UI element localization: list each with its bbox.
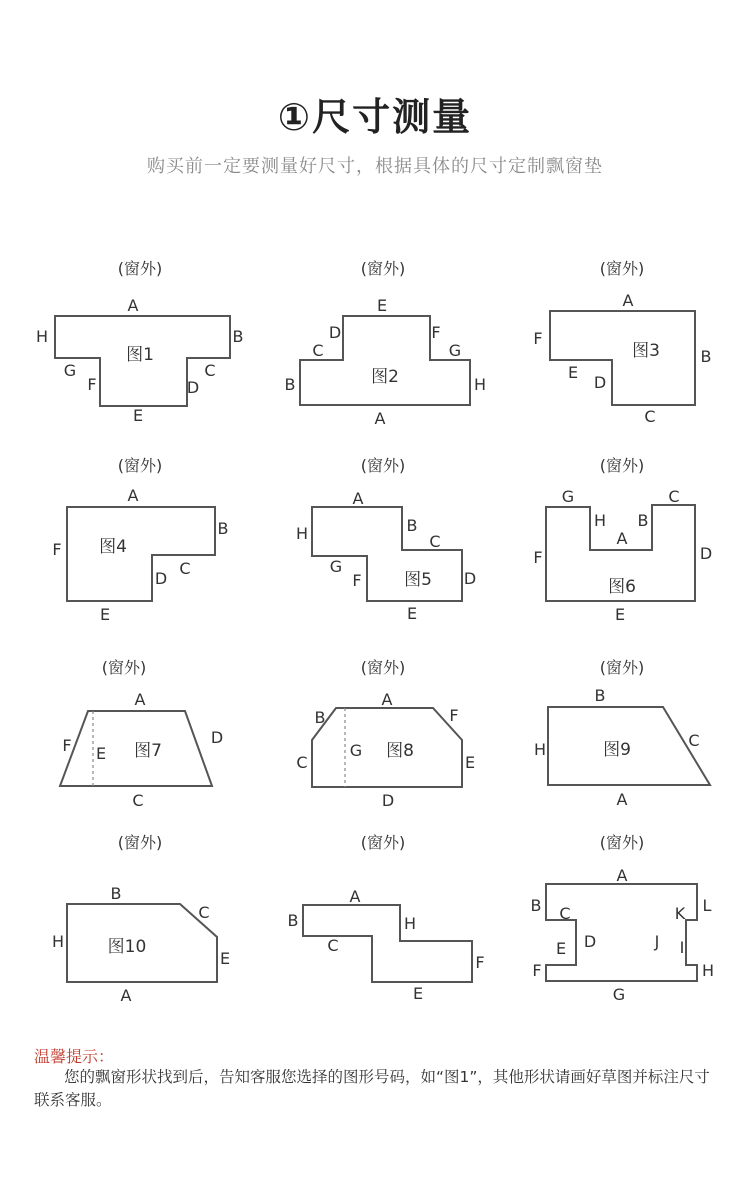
diagram-7 — [60, 658, 223, 810]
side-label: F — [475, 953, 485, 972]
side-label: D — [699, 544, 713, 563]
figure-name: 图9 — [603, 740, 631, 760]
side-label: C — [688, 731, 700, 750]
outside-label: (窗外) — [360, 259, 406, 278]
figure-name: 图8 — [386, 741, 414, 761]
tips-heading: 温馨提示： — [34, 1047, 115, 1066]
side-label: F — [533, 548, 543, 567]
figure-name: 图6 — [608, 577, 636, 597]
window-outline — [550, 311, 695, 405]
side-label: D — [186, 378, 200, 397]
side-label: E — [95, 744, 107, 763]
side-label: F — [352, 571, 362, 590]
side-label: E — [406, 604, 418, 623]
side-label: J — [654, 932, 660, 951]
side-label: D — [328, 323, 342, 342]
diagram-6 — [533, 456, 712, 624]
side-label: H — [403, 914, 417, 933]
side-label: K — [674, 904, 686, 923]
side-label: F — [87, 375, 97, 394]
side-label: D — [381, 791, 395, 810]
side-label: H — [51, 932, 65, 951]
side-label: E — [412, 984, 424, 1003]
diagram-2 — [285, 259, 487, 428]
outside-label: (窗外) — [599, 658, 645, 677]
side-label: C — [668, 487, 680, 506]
side-label: C — [429, 532, 441, 551]
side-label: A — [616, 790, 628, 809]
side-label: A — [374, 409, 386, 428]
side-label: G — [349, 741, 363, 760]
figure-name: 图2 — [371, 367, 399, 387]
side-label: G — [612, 985, 626, 1004]
side-label: E — [464, 753, 476, 772]
outside-label: (窗外) — [599, 259, 645, 278]
side-label: C — [559, 904, 571, 923]
side-label: A — [616, 529, 628, 548]
side-label: E — [376, 296, 388, 315]
side-label: A — [381, 690, 393, 709]
side-label: D — [583, 932, 597, 951]
window-outline — [312, 507, 462, 601]
side-label: H — [473, 375, 487, 394]
side-label: F — [532, 961, 542, 980]
side-label: A — [127, 486, 139, 505]
tips-body: 您的飘窗形状找到后，告知客服您选择的图形号码，如“图1”，其他形状请画好草图并标注尺寸联系客服。 — [34, 1068, 710, 1109]
side-label: A — [622, 291, 634, 310]
outside-label: (窗外) — [360, 833, 406, 852]
side-label: B — [637, 511, 649, 530]
side-label: F — [449, 706, 459, 725]
side-label: E — [219, 949, 231, 968]
side-label: A — [352, 489, 364, 508]
side-label: C — [296, 753, 308, 772]
outside-label: (窗外) — [117, 259, 163, 278]
page-title: ①尺寸测量 — [277, 95, 473, 139]
outside-label: (窗外) — [117, 833, 163, 852]
side-label: B — [110, 884, 122, 903]
diagram-12 — [531, 833, 715, 1004]
side-label: C — [644, 407, 656, 426]
side-label: B — [287, 911, 299, 930]
side-label: H — [701, 961, 715, 980]
outside-label: (窗外) — [599, 833, 645, 852]
side-label: B — [217, 519, 229, 538]
figure-name: 图3 — [632, 341, 660, 361]
diagram-10 — [52, 833, 230, 1005]
figure-name: 图4 — [99, 537, 127, 557]
side-label: F — [52, 540, 62, 559]
side-label: A — [120, 986, 132, 1005]
outside-label: (窗外) — [117, 456, 163, 475]
side-label: A — [616, 866, 628, 885]
side-label: H — [593, 511, 607, 530]
side-label: A — [127, 296, 139, 315]
side-label: C — [204, 361, 216, 380]
side-label: F — [62, 736, 72, 755]
side-label: I — [679, 938, 685, 957]
side-label: C — [198, 903, 210, 922]
side-label: G — [329, 557, 343, 576]
side-label: F — [533, 329, 543, 348]
side-label: E — [614, 605, 626, 624]
page-subtitle: 购买前一定要测量好尺寸，根据具体的尺寸定制飘窗垫 — [147, 156, 603, 177]
window-outline — [546, 884, 697, 981]
figure-name: 图10 — [107, 937, 147, 957]
diagram-4 — [52, 456, 228, 624]
side-label: B — [530, 896, 542, 915]
side-label: B — [700, 347, 712, 366]
side-label: H — [35, 327, 49, 346]
side-label: G — [448, 341, 462, 360]
diagram-11 — [288, 833, 485, 1003]
side-label: E — [99, 605, 111, 624]
figure-name: 图7 — [134, 741, 162, 761]
window-outline — [67, 507, 215, 601]
figure-name: 图1 — [126, 345, 154, 365]
diagram-1 — [36, 259, 244, 425]
side-label: B — [284, 375, 296, 394]
diagram-9 — [534, 658, 710, 809]
outside-label: (窗外) — [360, 456, 406, 475]
side-label: H — [533, 740, 547, 759]
side-label: C — [327, 936, 339, 955]
side-label: E — [567, 363, 579, 382]
side-label: C — [312, 341, 324, 360]
side-label: B — [594, 686, 606, 705]
side-label: B — [232, 327, 244, 346]
side-label: C — [179, 559, 191, 578]
outside-label: (窗外) — [360, 658, 406, 677]
outside-label: (窗外) — [101, 658, 147, 677]
side-label: F — [431, 323, 441, 342]
diagram-5 — [296, 456, 476, 623]
side-label: E — [555, 939, 567, 958]
side-label: B — [406, 516, 418, 535]
side-label: B — [314, 708, 326, 727]
side-label: D — [210, 728, 224, 747]
side-label: E — [132, 406, 144, 425]
side-label: G — [561, 487, 575, 506]
side-label: D — [463, 569, 477, 588]
side-label: C — [132, 791, 144, 810]
side-label: L — [702, 896, 712, 915]
side-label: H — [295, 524, 309, 543]
side-label: D — [154, 569, 168, 588]
diagram-3 — [533, 259, 711, 426]
figure-name: 图5 — [404, 570, 432, 590]
outside-label: (窗外) — [599, 456, 645, 475]
side-label: A — [349, 887, 361, 906]
window-outline — [300, 316, 470, 405]
side-label: A — [134, 690, 146, 709]
side-label: D — [593, 373, 607, 392]
side-label: G — [63, 361, 77, 380]
diagram-8 — [296, 658, 475, 810]
